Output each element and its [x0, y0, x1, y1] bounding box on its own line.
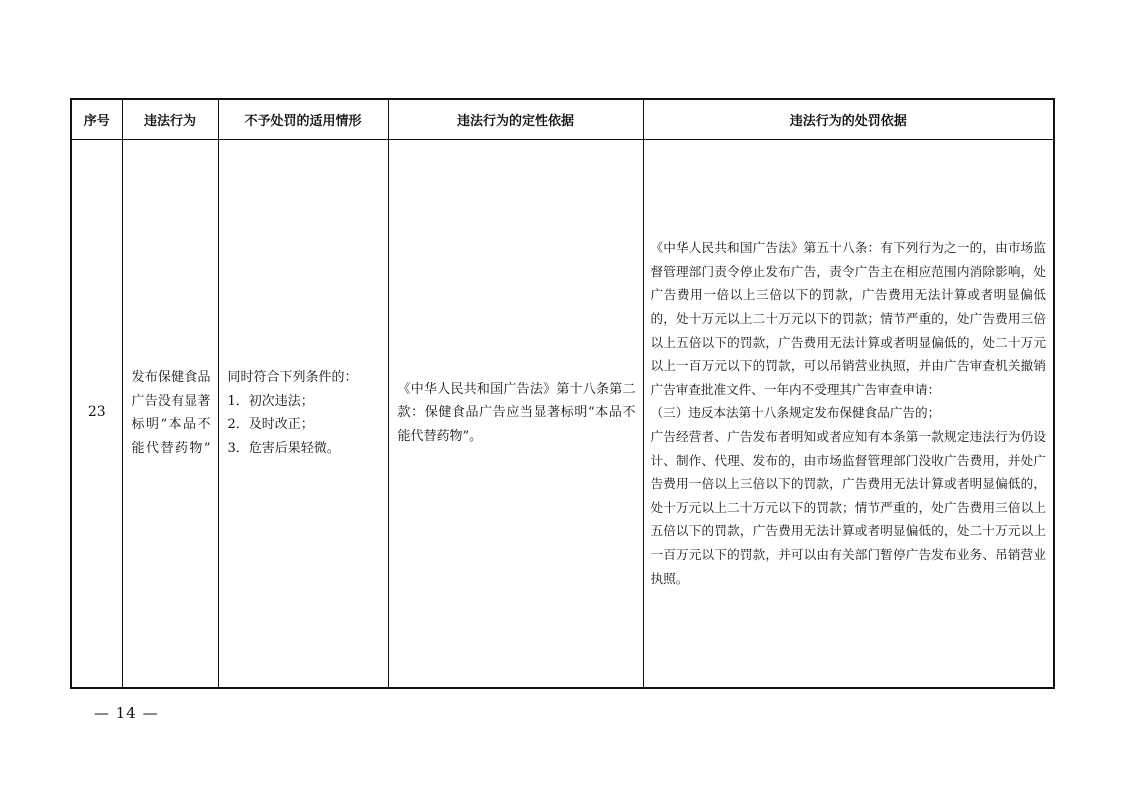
header-exemption-conditions: 不予处罚的适用情形: [218, 99, 388, 139]
exemption-intro: 同时符合下列条件的：: [227, 370, 358, 386]
row-violation: 发布保健食品广告没有显著标明“本品不能代替药物”: [122, 139, 218, 688]
header-punishment-basis: 违法行为的处罚依据: [643, 99, 1054, 139]
row-punishment-basis: [643, 139, 1054, 688]
exemption-item: 1．初次违法；: [227, 393, 314, 409]
row-seq: 23: [71, 139, 122, 688]
exemption-item: 2．及时改正；: [227, 417, 314, 433]
exemption-item: 3．危害后果轻微。: [227, 440, 340, 456]
row-qualifying-basis: 《中华人民共和国广告法》第十八条第二款：保健食品广告应当显著标明“本品不能代替药物”。: [388, 139, 643, 688]
table-row: [71, 139, 1054, 688]
punishment-paragraph: （三）违反本法第十八条规定发布保健食品广告的；: [650, 405, 941, 421]
header-qualifying-basis: 违法行为的定性依据: [388, 99, 643, 139]
punishment-paragraph: 广告经营者、广告发布者明知或者应知有本条第一款规定违法行为仍设计、制作、代理、发布的，由市场监督管理部门没收广告费用，并处广告费用一倍以上三倍以下的罚款，广告费用无法计算或者明显偏低的，处十万元以上二十万元以下的罚款；情节严重的，处广告费用三倍以上五倍以下的罚款，广告费用无法计算或者明显偏低的，处二十万元以上一百万元以下的罚款，并可以由有关部门暂停广告发布业务、吊销营业执照。: [650, 429, 1046, 586]
header-violation: 违法行为: [122, 99, 218, 139]
row-exemption-conditions: [218, 139, 388, 688]
table-header-row: [71, 99, 1054, 139]
page-number: — 14 —: [94, 704, 159, 722]
penalty-table: [70, 98, 1055, 689]
punishment-paragraph: 《中华人民共和国广告法》第五十八条：有下列行为之一的，由市场监督管理部门责令停止发布广告，责令广告主在相应范围内消除影响，处广告费用一倍以上三倍以下的罚款，广告费用无法计算或者明显偏低的，处十万元以上二十万元以下的罚款；情节严重的，处广告费用三倍以上五倍以下的罚款，广告费用无法计算或者明显偏低的，处二十万元以上一百万元以下的罚款，可以吊销营业执照，并由广告审查机关撤销广告审查批准文件、一年内不受理其广告审查申请：: [650, 240, 1046, 397]
header-seq: 序号: [71, 99, 122, 139]
